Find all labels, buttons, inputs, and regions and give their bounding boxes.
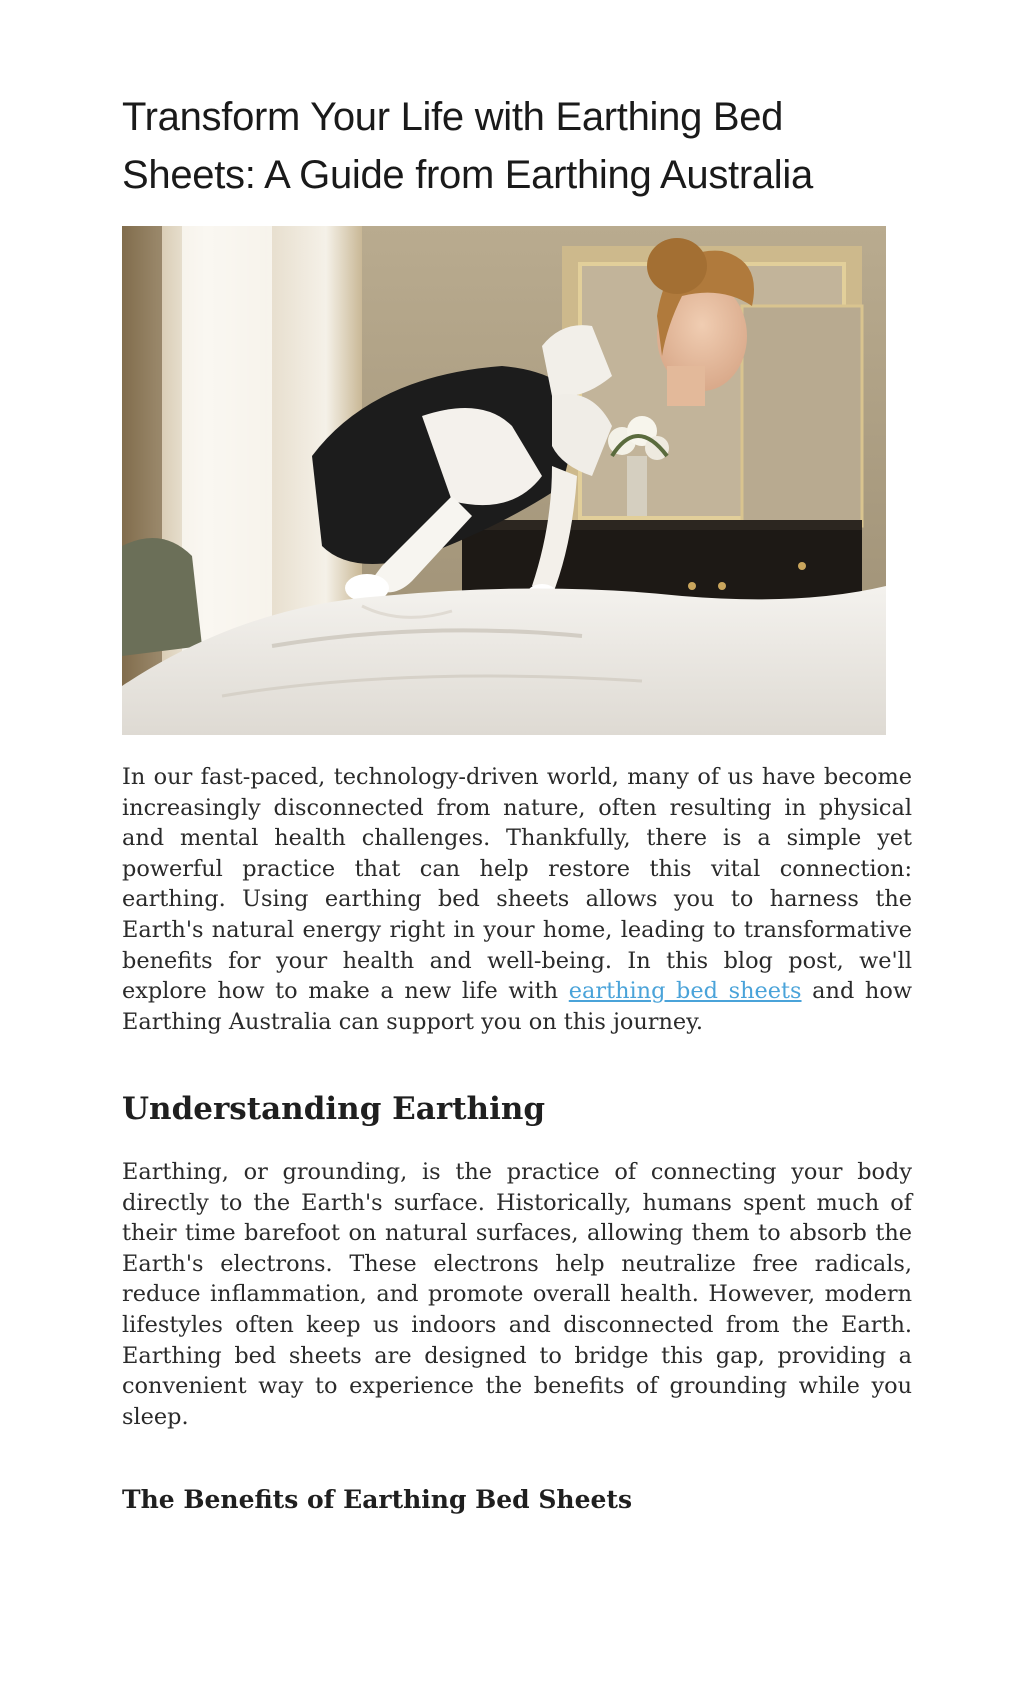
intro-paragraph: [122, 762, 912, 1037]
article-title: [122, 88, 914, 204]
hero-image: [122, 226, 886, 735]
earthing-bed-sheets-link[interactable]: earthing bed sheets: [568, 978, 802, 1005]
heading-benefits: The Benefits of Earthing Bed Sheets: [122, 1485, 633, 1514]
article: [122, 0, 914, 1514]
intro-text-after-link: and how Earthing Australia can support you on this journey.: [122, 978, 913, 1035]
title-line-2: Sheets: A Guide from Earthing Australia: [122, 153, 813, 197]
heading-understanding-earthing: Understanding Earthing: [122, 1091, 546, 1127]
title-line-1: Transform Your Life with Earthing Bed: [122, 95, 784, 139]
intro-text-before-link: In our fast-paced, technology-driven world, many of us have become increasingly disconnected from nature, often resulting in physical and mental health challenges. Thankfully, there is a simple yet powerful practice that can help restore this vital connection: earthing. Using earthing bed sheets allows you to harness the Earth's natural energy right in your home, leading to transformative benefits for your health and well-being. In this blog post, we'll explore how to make a new life with: [122, 764, 912, 1005]
understanding-paragraph: Earthing, or grounding, is the practice of connecting your body directly to the Earth's surface. Historically, humans spent much of their time barefoot on natural surfaces, allowing them to absorb the Earth's electrons. These electrons help neutralize free radicals, reduce inflammation, and promote overall health. However, modern lifestyles often keep us indoors and disconnected from the Earth. Earthing bed sheets are designed to bridge this gap, providing a convenient way to experience the benefits of grounding while you sleep.: [122, 1159, 912, 1430]
